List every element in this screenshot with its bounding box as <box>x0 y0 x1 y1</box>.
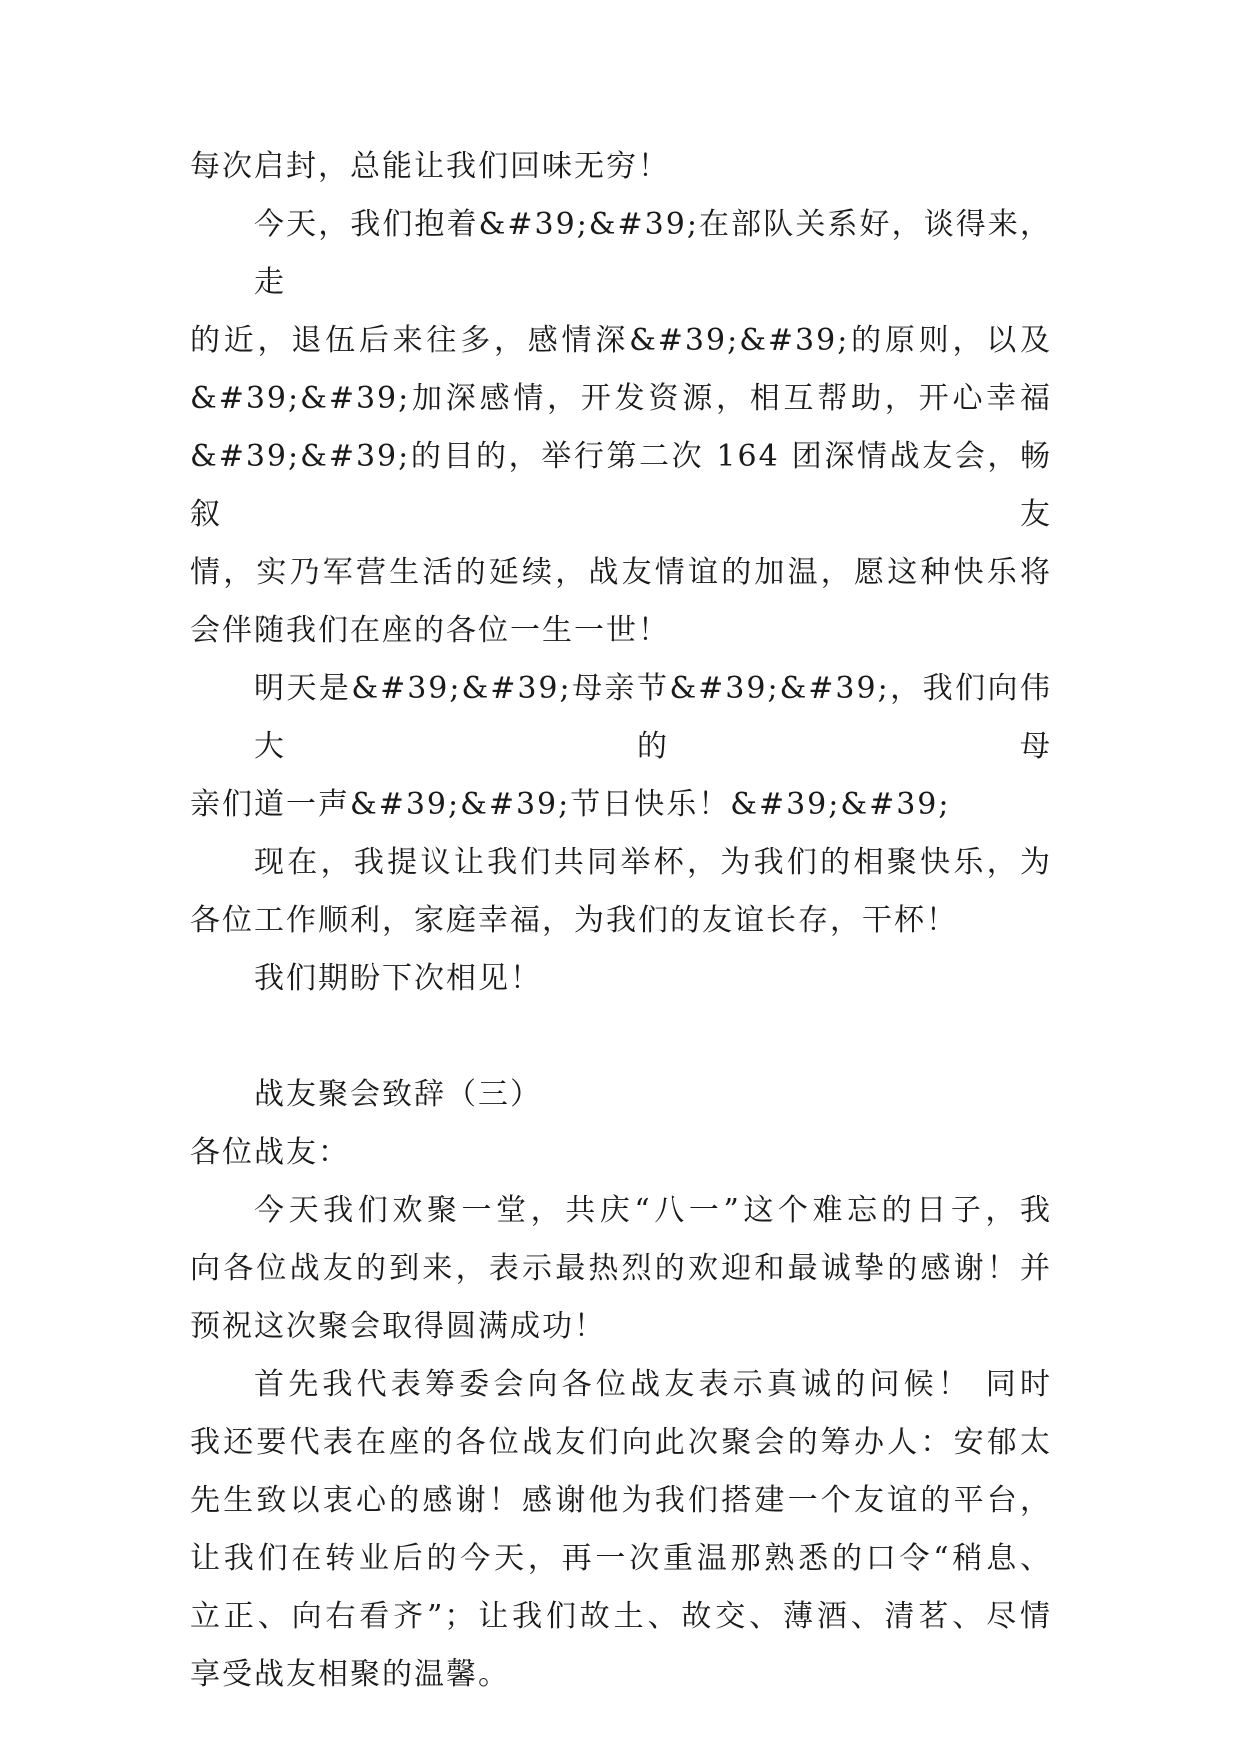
text-line: 每次启封，总能让我们回味无穷！ <box>190 149 670 184</box>
text-line: 今天我们欢聚一堂，共庆“八一”这个难忘的日子，我 <box>254 1193 1052 1228</box>
text-line: 明天是&#39;&#39;母亲节&#39;&#39;，我们向伟大的母 <box>254 671 1052 764</box>
text-line: 让我们在转业后的今天，再一次重温那熟悉的口令“稍息、 <box>190 1541 1052 1576</box>
paragraph-mothers-day <box>190 660 1052 834</box>
text-line: 各位工作顺利，家庭幸福，为我们的友谊长存，干杯！ <box>190 903 958 938</box>
paragraph-toast <box>190 834 1052 950</box>
paragraph-gathering-purpose <box>190 196 1052 660</box>
paragraph-welcome <box>190 1182 1052 1356</box>
text-line: 情，实乃军营生活的延续，战友情谊的加温，愿这种快乐将 <box>190 555 1052 590</box>
text-line: &#39;&#39;加深感情，开发资源，相互帮助，开心幸福 <box>190 381 1052 416</box>
text-line: 预祝这次聚会取得圆满成功！ <box>190 1309 606 1344</box>
text-line: 我们期盼下次相见！ <box>254 961 542 996</box>
text-line: 今天，我们抱着&#39;&#39;在部队关系好，谈得来，走 <box>254 207 1052 300</box>
salutation <box>190 1124 1052 1182</box>
text-line: 亲们道一声&#39;&#39;节日快乐！&#39;&#39; <box>190 787 951 822</box>
text-line: 首先我代表筹委会向各位战友表示真诚的问候！ 同时 <box>254 1367 1052 1402</box>
text-line: 会伴随我们在座的各位一生一世！ <box>190 613 670 648</box>
text-line: 的近，退伍后来往多，感情深&#39;&#39;的原则，以及 <box>190 323 1052 358</box>
text-line: &#39;&#39;的目的，举行第二次 164 团深情战友会，畅叙友 <box>190 439 1052 532</box>
text-line: 享受战友相聚的温馨。 <box>190 1657 510 1692</box>
section-spacer <box>190 1008 1052 1066</box>
text-line: 向各位战友的到来，表示最热烈的欢迎和最诚挚的感谢！并 <box>190 1251 1052 1286</box>
text-line: 立正、向右看齐”；让我们故土、故交、薄酒、清茗、尽情 <box>190 1599 1052 1634</box>
text-line: 先生致以衷心的感谢！感谢他为我们搭建一个友谊的平台， <box>190 1483 1052 1518</box>
document-body <box>190 138 1052 1704</box>
section-title <box>190 1066 1052 1124</box>
section-heading: 战友聚会致辞（三） <box>254 1077 542 1112</box>
text-line: 我还要代表在座的各位战友们向此次聚会的筹办人：安郁太 <box>190 1425 1052 1460</box>
paragraph-closing-memory <box>190 138 1052 196</box>
text-line: 现在，我提议让我们共同举杯，为我们的相聚快乐，为 <box>254 845 1052 880</box>
salutation-text: 各位战友： <box>190 1135 350 1170</box>
paragraph-thanks <box>190 1356 1052 1704</box>
paragraph-farewell <box>190 950 1052 1008</box>
